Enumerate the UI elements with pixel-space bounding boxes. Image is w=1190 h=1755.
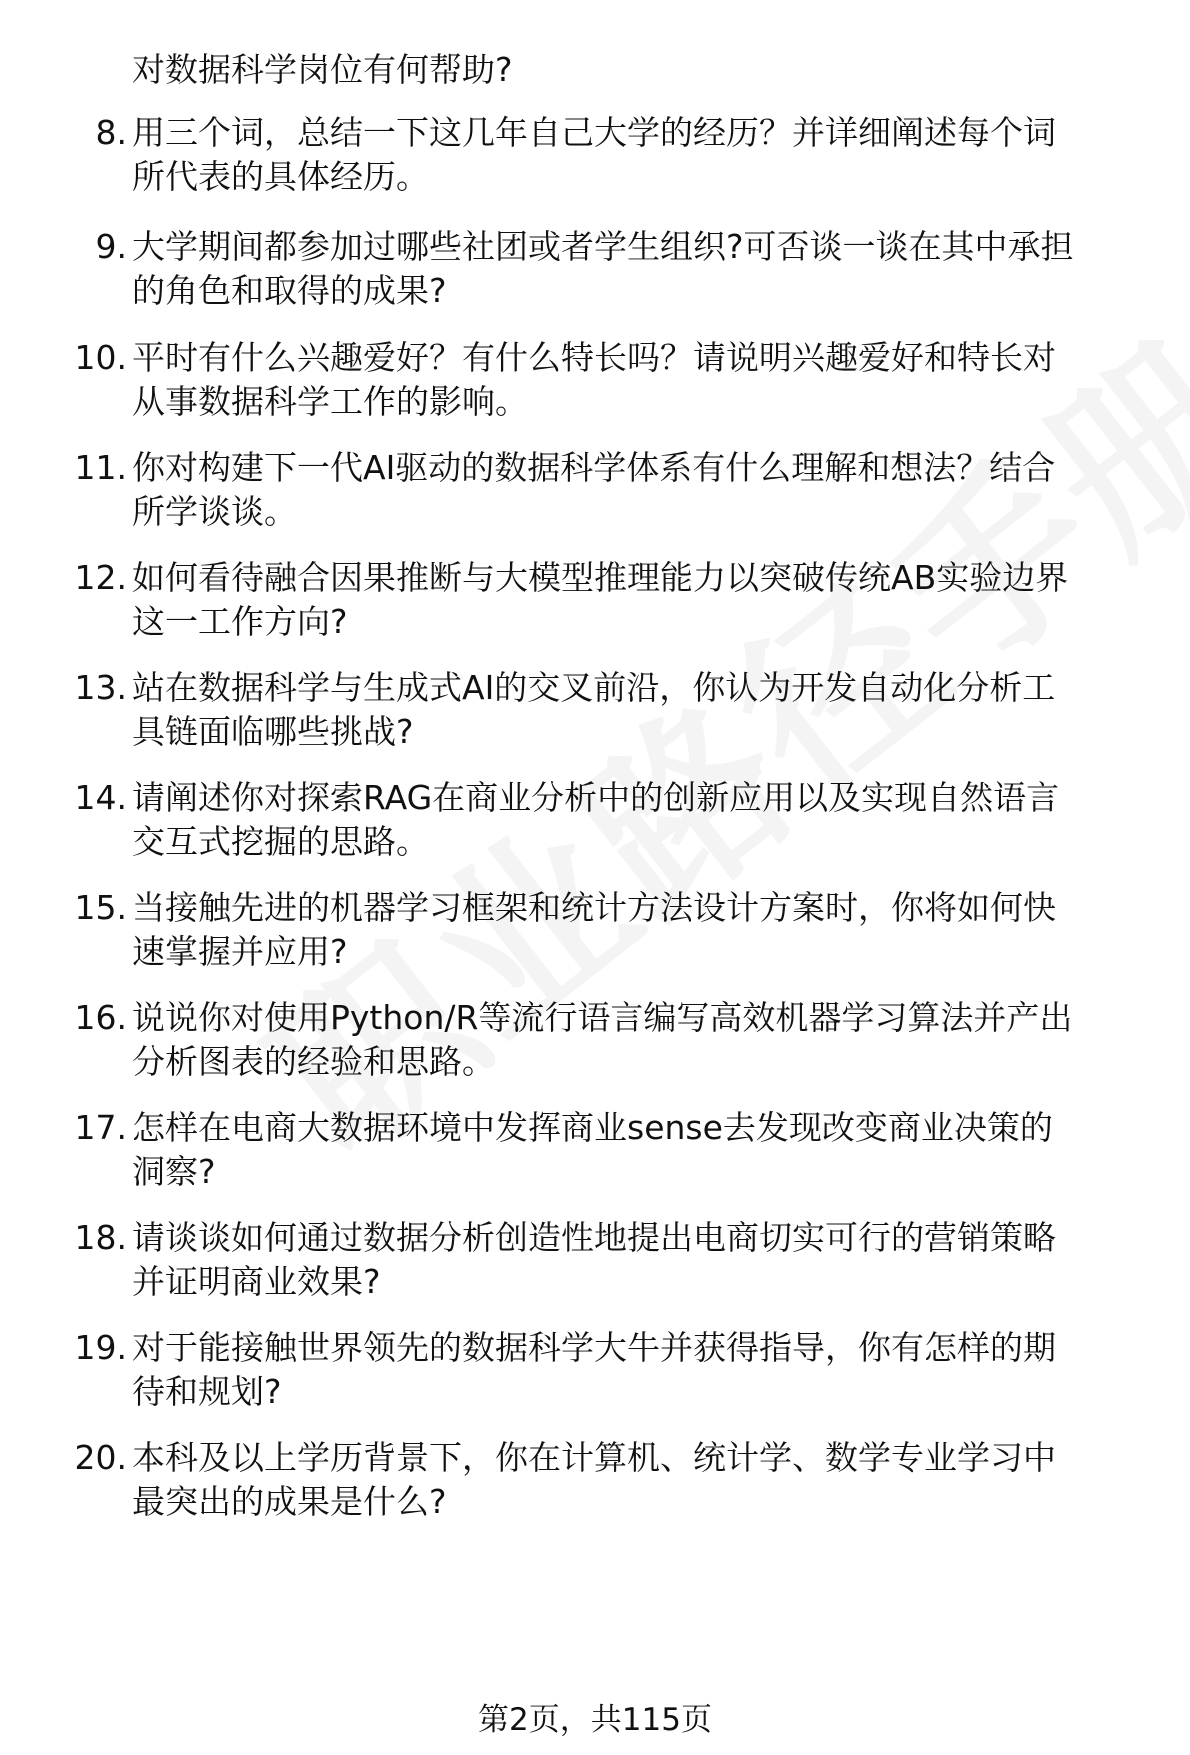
question-text-line: 说说你对使用Python/R等流行语言编写高效机器学习算法并产出 [132, 998, 1073, 1037]
question-number: 12. [74, 558, 127, 597]
question-number: 16. [74, 998, 127, 1037]
question-item [0, 556, 1190, 646]
question-item [0, 336, 1190, 426]
question-text-line: 大学期间都参加过哪些社团或者学生组织?可否谈一谈在其中承担 [132, 227, 1074, 266]
question-text-line: 具链面临哪些挑战? [132, 712, 414, 751]
question-text-line: 洞察? [132, 1152, 216, 1191]
question-item [0, 1216, 1190, 1306]
question-item [0, 1326, 1190, 1416]
question-number: 9. [95, 227, 127, 266]
question-text-line: 的角色和取得的成果? [132, 271, 447, 310]
question-text-line: 速掌握并应用? [132, 932, 348, 971]
continuation-line: 对数据科学岗位有何帮助? [132, 50, 513, 89]
question-item [0, 1436, 1190, 1526]
question-text-line: 最突出的成果是什么? [132, 1482, 447, 1521]
question-item [0, 886, 1190, 976]
question-item [0, 446, 1190, 536]
question-number: 10. [74, 338, 127, 377]
question-text-line: 所代表的具体经历。 [132, 157, 429, 196]
question-text-line: 站在数据科学与生成式AI的交叉前沿，你认为开发自动化分析工 [132, 668, 1056, 707]
question-item [0, 1106, 1190, 1196]
question-text-line: 对于能接触世界领先的数据科学大牛并获得指导，你有怎样的期 [132, 1328, 1056, 1367]
page-number-footer: 第2页，共115页 [478, 1702, 712, 1738]
question-number: 19. [74, 1328, 127, 1367]
question-text-line: 待和规划? [132, 1372, 282, 1411]
question-item [0, 111, 1190, 201]
question-number: 17. [74, 1108, 127, 1147]
question-item [0, 996, 1190, 1086]
question-text-line: 从事数据科学工作的影响。 [132, 382, 528, 421]
question-text-line: 用三个词，总结一下这几年自己大学的经历？并详细阐述每个词 [132, 113, 1056, 152]
question-number: 11. [74, 448, 127, 487]
question-item [0, 225, 1190, 315]
question-number: 13. [74, 668, 127, 707]
question-text-line: 所学谈谈。 [132, 492, 297, 531]
question-number: 8. [95, 113, 127, 152]
question-item [0, 776, 1190, 866]
question-text-line: 你对构建下一代AI驱动的数据科学体系有什么理解和想法？结合 [132, 448, 1056, 487]
question-text-line: 分析图表的经验和思路。 [132, 1042, 495, 1081]
question-text-line: 请阐述你对探索RAG在商业分析中的创新应用以及实现自然语言 [132, 778, 1060, 817]
question-text-line: 请谈谈如何通过数据分析创造性地提出电商切实可行的营销策略 [132, 1218, 1056, 1257]
question-text-line: 并证明商业效果? [132, 1262, 381, 1301]
question-text-line: 本科及以上学历背景下，你在计算机、统计学、数学专业学习中 [132, 1438, 1056, 1477]
question-number: 18. [74, 1218, 127, 1257]
question-number: 20. [74, 1438, 127, 1477]
question-text-line: 当接触先进的机器学习框架和统计方法设计方案时，你将如何快 [132, 888, 1056, 927]
question-text-line: 交互式挖掘的思路。 [132, 822, 429, 861]
question-text-line: 这一工作方向? [132, 602, 348, 641]
question-number: 14. [74, 778, 127, 817]
question-text-line: 如何看待融合因果推断与大模型推理能力以突破传统AB实验边界 [132, 558, 1069, 597]
question-item [0, 666, 1190, 756]
question-number: 15. [74, 888, 127, 927]
question-text-line: 怎样在电商大数据环境中发挥商业sense去发现改变商业决策的 [132, 1108, 1053, 1147]
question-text-line: 平时有什么兴趣爱好？有什么特长吗？请说明兴趣爱好和特长对 [132, 338, 1056, 377]
